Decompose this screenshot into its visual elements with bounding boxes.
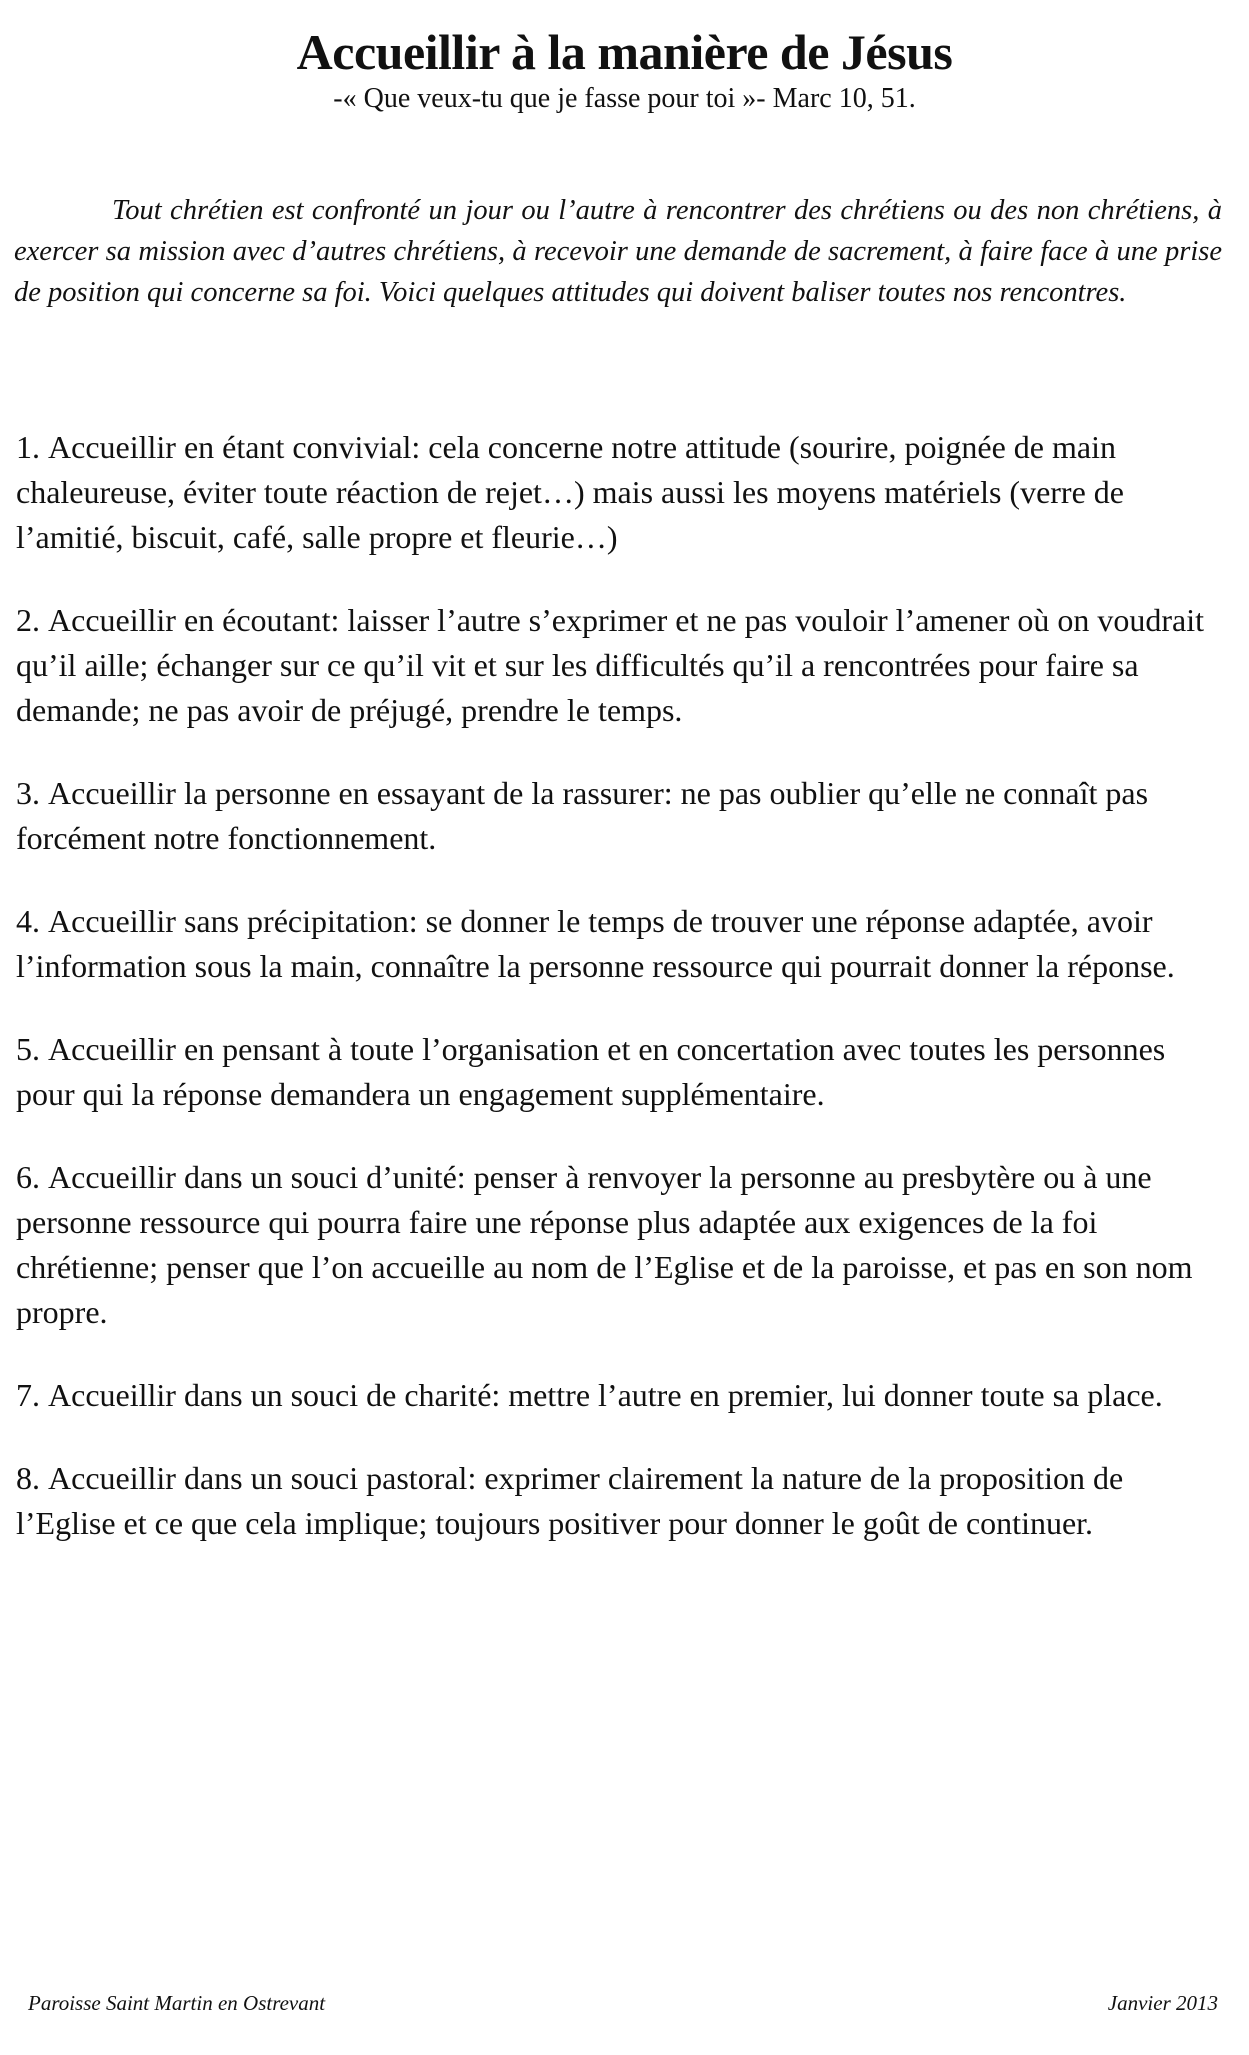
item-number: 7.: [16, 1377, 40, 1413]
list-item: [16, 1456, 1226, 1546]
item-text: Accueillir en étant convivial: cela concerne notre attitude (sourire, poignée de main chaleureuse, éviter toute réaction de rejet…) mais aussi les moyens matériels (verre de l’amitié, biscuit, café, salle propre et fleurie…): [16, 429, 1124, 555]
item-text: Accueillir dans un souci d’unité: penser à renvoyer la personne au presbytère ou à une personne ressource qui pourra faire une réponse plus adaptée aux exigences de la foi chrétienne; penser que l’on accueille au nom de l’Eglise et de la paroisse, et pas en son nom propre.: [16, 1159, 1193, 1330]
page-subtitle: -« Que veux-tu que je fasse pour toi »- Marc 10, 51.: [333, 83, 916, 114]
item-number: 4.: [16, 903, 40, 939]
attitudes-list: [16, 425, 1226, 1584]
item-number: 8.: [16, 1460, 40, 1496]
item-text: Accueillir sans précipitation: se donner le temps de trouver une réponse adaptée, avoir l’information sous la main, connaître la personne ressource qui pourrait donner la réponse.: [16, 903, 1175, 984]
item-number: 5.: [16, 1031, 40, 1067]
item-number: 1.: [16, 429, 40, 465]
intro-paragraph: Tout chrétien est confronté un jour ou l’autre à rencontrer des chrétiens ou des non chrétiens, à exercer sa mission avec d’autres chrétiens, à recevoir une demande de sacrement, à faire face à une prise de position qui concerne sa foi. Voici quelques attitudes qui doivent baliser toutes nos rencontres.: [14, 195, 1222, 308]
item-text: Accueillir dans un souci de charité: mettre l’autre en premier, lui donner toute sa place.: [48, 1377, 1163, 1413]
list-item: [16, 899, 1226, 989]
item-number: 2.: [16, 602, 40, 638]
footer-parish: Paroisse Saint Martin en Ostrevant: [28, 1991, 326, 2015]
item-text: Accueillir dans un souci pastoral: exprimer clairement la nature de la proposition de l’Eglise et ce que cela implique; toujours positiver pour donner le goût de continuer.: [16, 1460, 1124, 1541]
list-item: [16, 1373, 1226, 1418]
footer-date: Janvier 2013: [1107, 1991, 1218, 2015]
list-item: [16, 771, 1226, 861]
item-number: 6.: [16, 1159, 40, 1195]
item-number: 3.: [16, 775, 40, 811]
item-text: Accueillir en pensant à toute l’organisation et en concertation avec toutes les personnes pour qui la réponse demandera un engagement supplémentaire.: [16, 1031, 1166, 1112]
list-item: [16, 1155, 1226, 1335]
list-item: [16, 425, 1226, 560]
page-title: Accueillir à la manière de Jésus: [296, 24, 953, 80]
list-item: [16, 598, 1226, 733]
list-item: [16, 1027, 1226, 1117]
item-text: Accueillir en écoutant: laisser l’autre s’exprimer et ne pas vouloir l’amener où on voudrait qu’il aille; échanger sur ce qu’il vit et sur les difficultés qu’il a rencontrées pour faire sa demande; ne pas avoir de préjugé, prendre le temps.: [16, 602, 1205, 728]
item-text: Accueillir la personne en essayant de la rassurer: ne pas oublier qu’elle ne connaît pas forcément notre fonctionnement.: [16, 775, 1149, 856]
